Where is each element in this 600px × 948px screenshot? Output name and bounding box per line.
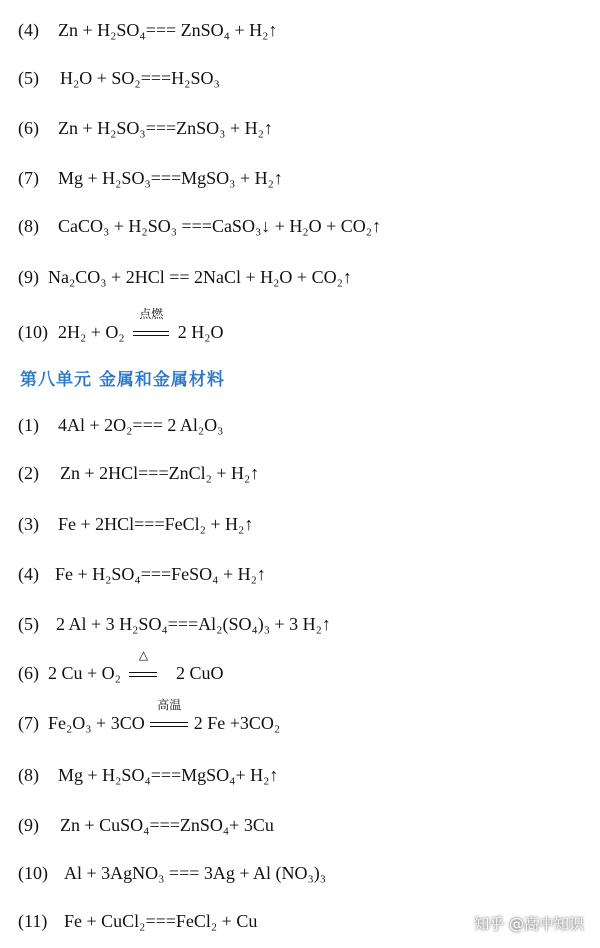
equation-text: Fe + CuCl₂===FeCl₂ + Cu bbox=[64, 911, 258, 931]
equation-text: Zn + H₂SO₃===ZnSO₃ + H₂↑ bbox=[58, 118, 273, 138]
equation-number: (5) bbox=[18, 614, 39, 634]
equation-line bbox=[0, 559, 600, 589]
equation-number: (6) bbox=[18, 663, 39, 683]
equation-number: (2) bbox=[18, 463, 39, 483]
equation-number: (10) bbox=[18, 863, 48, 883]
equation-with-condition bbox=[48, 698, 281, 738]
equation-text: Zn + 2HCl===ZnCl₂ + H₂↑ bbox=[60, 463, 260, 483]
equation-number: (1) bbox=[18, 415, 39, 435]
equation-line bbox=[0, 63, 600, 93]
equation-text: Mg + H₂SO₃===MgSO₃ + H₂↑ bbox=[58, 168, 283, 188]
equation-number: (11) bbox=[18, 911, 48, 931]
equation-number: (8) bbox=[18, 216, 39, 236]
equation-line bbox=[0, 648, 600, 688]
equation-line bbox=[0, 262, 600, 292]
equation-line bbox=[0, 760, 600, 790]
equation-text: Fe + H₂SO₄===FeSO₄ + H₂↑ bbox=[55, 564, 266, 584]
equation-line bbox=[0, 810, 600, 840]
equation-line bbox=[0, 15, 600, 45]
equation-with-condition bbox=[48, 648, 224, 688]
equals-bars bbox=[129, 672, 157, 677]
equation-line bbox=[0, 410, 600, 440]
heat-symbol: △ bbox=[138, 648, 149, 662]
equation-line bbox=[0, 509, 600, 539]
equation-number: (3) bbox=[18, 514, 39, 534]
reactants: 2 Cu + O₂ bbox=[48, 663, 121, 683]
equation-text: 4Al + 2O₂=== 2 Al₂O₃ bbox=[58, 415, 224, 435]
equation-text: 2 Al + 3 H₂SO₄===Al₂(SO₄)₃ + 3 H₂↑ bbox=[56, 614, 331, 634]
equals-bars bbox=[150, 722, 188, 727]
equation-text: Fe + 2HCl===FeCl₂ + H₂↑ bbox=[58, 514, 254, 534]
equation-text: H₂O + SO₂===H₂SO₃ bbox=[60, 68, 220, 88]
reaction-condition bbox=[150, 698, 188, 738]
equation-number: (7) bbox=[18, 713, 39, 733]
reactants: 2H₂ + O₂ bbox=[58, 322, 125, 342]
equation-line bbox=[0, 698, 600, 738]
equation-text: Al + 3AgNO₃ === 3Ag + Al (NO₃)₃ bbox=[64, 863, 327, 883]
equation-line bbox=[0, 858, 600, 888]
equation-line bbox=[0, 307, 600, 347]
equation-text: CaCO₃ + H₂SO₃ ===CaSO₃↓ + H₂O + CO₂↑ bbox=[58, 216, 382, 236]
equation-line bbox=[0, 609, 600, 639]
equation-number: (9) bbox=[18, 815, 39, 835]
equation-number: (5) bbox=[18, 68, 39, 88]
equation-line bbox=[0, 211, 600, 241]
equation-number: (9) bbox=[18, 267, 39, 287]
condition-label: 高温 bbox=[157, 698, 182, 712]
products: 2 CuO bbox=[175, 663, 224, 683]
equation-with-condition bbox=[58, 307, 224, 347]
equation-number: (6) bbox=[18, 118, 39, 138]
equation-text: Na₂CO₃ + 2HCl == 2NaCl + H₂O + CO₂↑ bbox=[48, 267, 352, 287]
products: 2 H₂O bbox=[177, 322, 224, 342]
equation-text: Zn + CuSO₄===ZnSO₄+ 3Cu bbox=[60, 815, 274, 835]
condition-label: 点燃 bbox=[139, 307, 164, 321]
reaction-condition bbox=[133, 307, 169, 347]
equation-number: (8) bbox=[18, 765, 39, 785]
watermark: 知乎 @高中知识 bbox=[474, 915, 584, 933]
equation-text: Mg + H₂SO₄===MgSO₄+ H₂↑ bbox=[58, 765, 279, 785]
equation-line bbox=[0, 113, 600, 143]
equation-number: (4) bbox=[18, 20, 39, 40]
equation-line bbox=[0, 458, 600, 488]
section-heading: 第八单元 金属和金属材料 bbox=[20, 370, 225, 390]
reactants: Fe₂O₃ + 3CO bbox=[48, 713, 145, 733]
equation-number: (10) bbox=[18, 322, 48, 342]
reaction-condition bbox=[129, 648, 157, 688]
equals-bars bbox=[133, 331, 169, 336]
equation-number: (7) bbox=[18, 168, 39, 188]
equation-line bbox=[0, 163, 600, 193]
equation-number: (4) bbox=[18, 564, 39, 584]
equation-text: Zn + H₂SO₄=== ZnSO₄ + H₂↑ bbox=[58, 20, 278, 40]
products: 2 Fe +3CO₂ bbox=[193, 713, 281, 733]
